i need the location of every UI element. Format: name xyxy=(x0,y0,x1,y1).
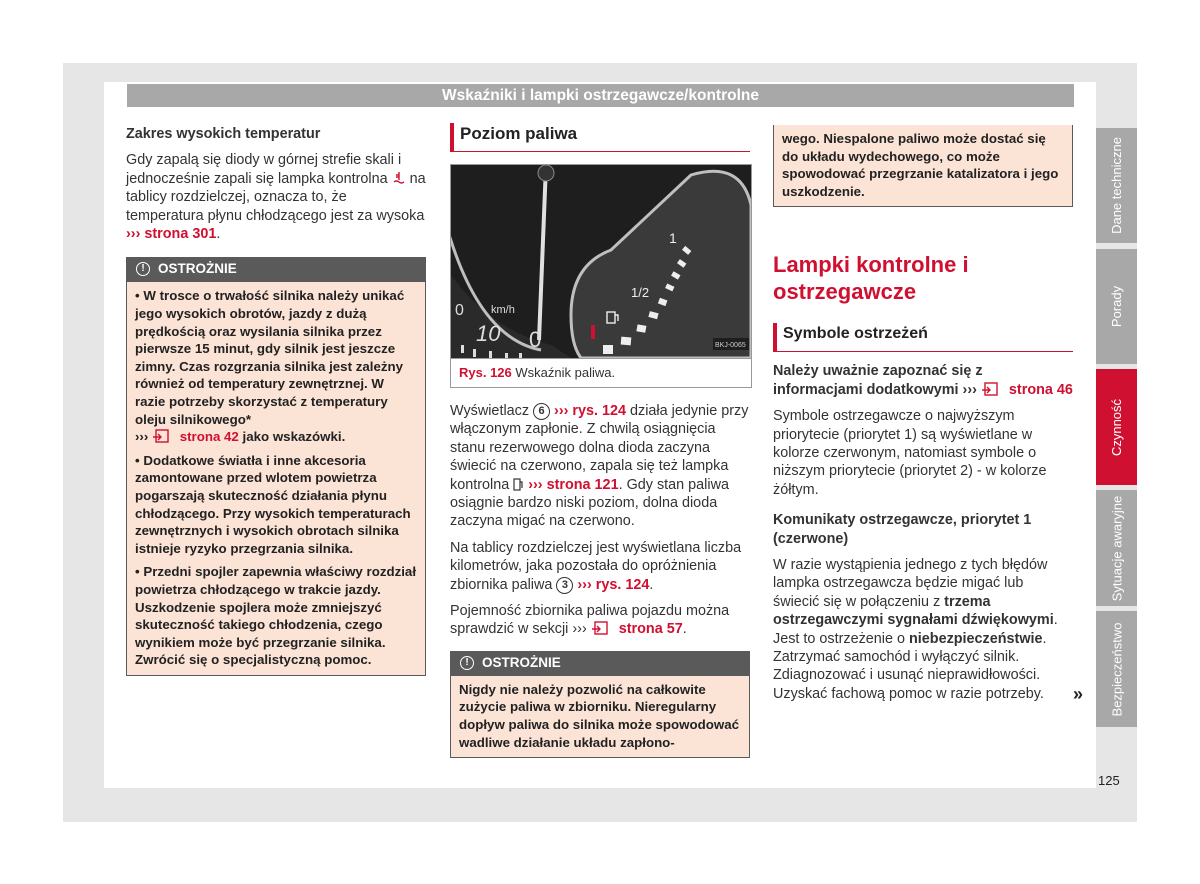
paragraph xyxy=(773,362,1073,399)
exclamation-icon: ! xyxy=(136,262,150,276)
figure xyxy=(450,164,752,388)
paragraph-text: działa jedynie przy włączonym zapłonie. Z chwilą osiągnięcia stanu rezerwowego dolna dioda zaczyna świecić na czerwono, zapala się też lampka kontrolna xyxy=(450,403,749,493)
tab-label: Bezpieczeństwo xyxy=(1109,622,1125,716)
page-link[interactable]: strona 46 xyxy=(1008,381,1073,398)
gauge-digit: 10 xyxy=(476,321,501,346)
caution-bullet: • Dodatkowe światła i inne akcesoria zamontowane przed wlotem powietrza pogarszają skuteczność działania płynu chłodzącego. Przy wysokich temperaturach zewnętrznych i wysokich obrotach silnika istnieje ryzyko przegrzania silnika. xyxy=(135,452,411,556)
continue-marker: » xyxy=(1073,684,1084,704)
page-link[interactable]: ››› strona 121 xyxy=(528,476,619,493)
callout-number: 6 xyxy=(533,403,550,420)
caution-label: OSTROŻNIE xyxy=(158,261,237,277)
gauge-digit: 0 xyxy=(455,302,464,319)
tab-dane-techniczne[interactable] xyxy=(1096,128,1137,243)
link-arrows: ››› xyxy=(962,381,977,398)
link-arrows: ››› xyxy=(572,621,587,638)
page-link[interactable]: ››› strona 301 xyxy=(126,226,217,243)
caution-header xyxy=(450,651,750,675)
page-link[interactable]: strona 42 xyxy=(179,429,239,445)
figure-link[interactable]: ››› rys. 124 xyxy=(577,576,650,593)
fuel-lamp-icon xyxy=(513,478,524,491)
fuel-scale-half: 1/2 xyxy=(631,285,650,300)
section-heading: Zakres wysokich temperatur xyxy=(126,126,321,142)
caution-text: wego. Niespalone paliwo może dostać się do układu wydechowego, co może spowodować przegrzanie katalizatora i jego uszkodzenie. xyxy=(782,131,1059,199)
column-3 xyxy=(773,125,1073,703)
paragraph-text: na tablicy rozdzielczej, oznacza to, że temperatura płynu chłodzącego jest za wysoka xyxy=(126,170,426,224)
caption-label: Rys. 126 xyxy=(459,365,512,380)
figure-code: BKJ-0065 xyxy=(715,342,746,349)
coolant-temperature-icon xyxy=(392,171,406,185)
fuel-scale-full: 1 xyxy=(669,230,677,246)
subheading: Komunikaty ostrzegawcze, priorytet 1 (czerwone) xyxy=(773,512,1032,547)
caption-text: Wskaźnik paliwa. xyxy=(515,365,616,380)
punctuation: . xyxy=(216,226,221,243)
paragraph-text: Pojemność zbiornika paliwa pojazdu można sprawdzić w sekcji xyxy=(450,603,730,638)
tab-label: Dane techniczne xyxy=(1109,137,1124,234)
punctuation: . xyxy=(682,621,687,638)
paragraph xyxy=(773,556,1073,703)
caution-bullet: • Przedni spojler zapewnia właściwy rozdział powietrza chłodzącego w trakcie jazdy. Uszkodzenie spojlera może zmniejszyć skuteczność takiego chłodzenia, czego wynikiem może być przegrzanie silnika. Zwrócić się o specjalistyczną pomoc. xyxy=(135,564,417,668)
caution-header xyxy=(126,257,426,281)
paragraph xyxy=(126,151,426,243)
punctuation: . xyxy=(649,576,654,593)
subsection-heading: Symbole ostrzeżeń xyxy=(773,323,1073,352)
caution-text: jako wskazówki. xyxy=(242,429,346,445)
book-page-icon xyxy=(152,429,176,443)
gauge-digit: 0 xyxy=(529,327,542,352)
paragraph-text: Wyświetlacz xyxy=(450,403,530,419)
caution-label: OSTROŻNIE xyxy=(482,654,561,670)
page-link[interactable]: strona 57 xyxy=(618,621,683,638)
paragraph-text: Gdy zapalą się diody w górnej strefie skali i jednocześnie zapali się lampka kontrolna xyxy=(126,152,402,187)
tab-label: Czynność xyxy=(1109,398,1125,456)
paragraph xyxy=(450,539,750,594)
caution-body xyxy=(450,675,750,758)
tab-bezpieczenstwo[interactable] xyxy=(1096,611,1137,727)
caution-box xyxy=(126,257,426,675)
paragraph-text: niebezpieczeństwie xyxy=(908,630,1043,647)
link-arrows: ››› xyxy=(135,429,149,445)
paragraph-text: . Gdy stan paliwa osiągnie bardzo niski poziom, dolna dioda zaczyna migać na czerwono. xyxy=(450,476,729,530)
book-page-icon xyxy=(591,621,615,635)
tab-label: Sytuacje awaryjne xyxy=(1109,495,1124,601)
page-number: 125 xyxy=(1098,773,1120,788)
book-page-icon xyxy=(981,382,1005,396)
page-header: Wskaźniki i lampki ostrzegawcze/kontrolne xyxy=(127,84,1074,107)
paragraph-text: W razie wystąpienia jednego z tych błędów lampka ostrzegawcza będzie migać lub świecić się w połączeniu z xyxy=(773,557,1048,610)
callout-number: 3 xyxy=(556,577,573,594)
tab-sytuacje-awaryjne[interactable] xyxy=(1096,490,1137,606)
tab-czynnosc[interactable] xyxy=(1096,369,1137,485)
exclamation-icon: ! xyxy=(460,656,474,670)
red-led xyxy=(591,325,595,339)
tab-porady[interactable] xyxy=(1096,249,1137,364)
caution-body xyxy=(126,281,426,675)
caution-box xyxy=(450,651,750,758)
caution-text: • W trosce o trwałość silnika należy unikać jego wysokich obrotów, jazdy z dużą prędkością oraz wysilania silnika przez pierwsze 15 minut, gdy silnik jest jeszcze zimny. Czas rozgrzania silnika jest zależny również od temperatury zewnętrznej. W razie potrzeby skorzystać z temperatury oleju silnikowego* xyxy=(135,288,405,427)
paragraph-text: . Jest to ostrzeżenie o xyxy=(773,612,1058,647)
paragraph-text: Należy uważnie zapoznać się z informacjami dodatkowymi xyxy=(773,363,983,398)
caution-bullet xyxy=(135,287,417,445)
tab-label: Porady xyxy=(1109,285,1125,328)
paragraph-text: . Zatrzymać samochód i wyłączyć silnik. Zdiagnozować i usunąć nieprawidłowości. Uzyskać fachową pomoc w razie potrzeby. xyxy=(773,630,1047,702)
caution-text: Nigdy nie należy pozwolić na całkowite zużycie paliwa w zbiorniku. Nieregularny dopływ paliwa do silnika może spowodować wadliwe działanie układu zapłono- xyxy=(459,681,740,750)
paragraph-text: trzema ostrzegawczymi sygnałami dźwiękowymi xyxy=(773,593,1054,629)
caution-continuation xyxy=(773,125,1073,207)
paragraph-text: Na tablicy rozdzielczej jest wyświetlana liczba kilometrów, jaka pozostała do opróżnienia zbiornika paliwa xyxy=(450,539,742,593)
gauge-unit-label: km/h xyxy=(491,304,515,316)
figure-caption xyxy=(451,358,751,387)
section-heading: Poziom paliwa xyxy=(450,123,750,152)
section-title: Lampki kontrolne i ostrzegawcze xyxy=(773,252,969,305)
paragraph: Symbole ostrzegawcze o najwyższym priorytecie (priorytet 1) są wyświetlane w kolorze czerwonym, natomiast symbole o niższym priorytecie (priorytet 2) - w kolorze żółtym. xyxy=(773,408,1047,498)
column-2 xyxy=(450,123,750,758)
paragraph xyxy=(450,602,750,639)
column-1 xyxy=(126,125,426,676)
fuel-gauge-image xyxy=(451,165,751,358)
figure-link[interactable]: ››› rys. 124 xyxy=(554,403,627,419)
paragraph xyxy=(450,402,750,531)
